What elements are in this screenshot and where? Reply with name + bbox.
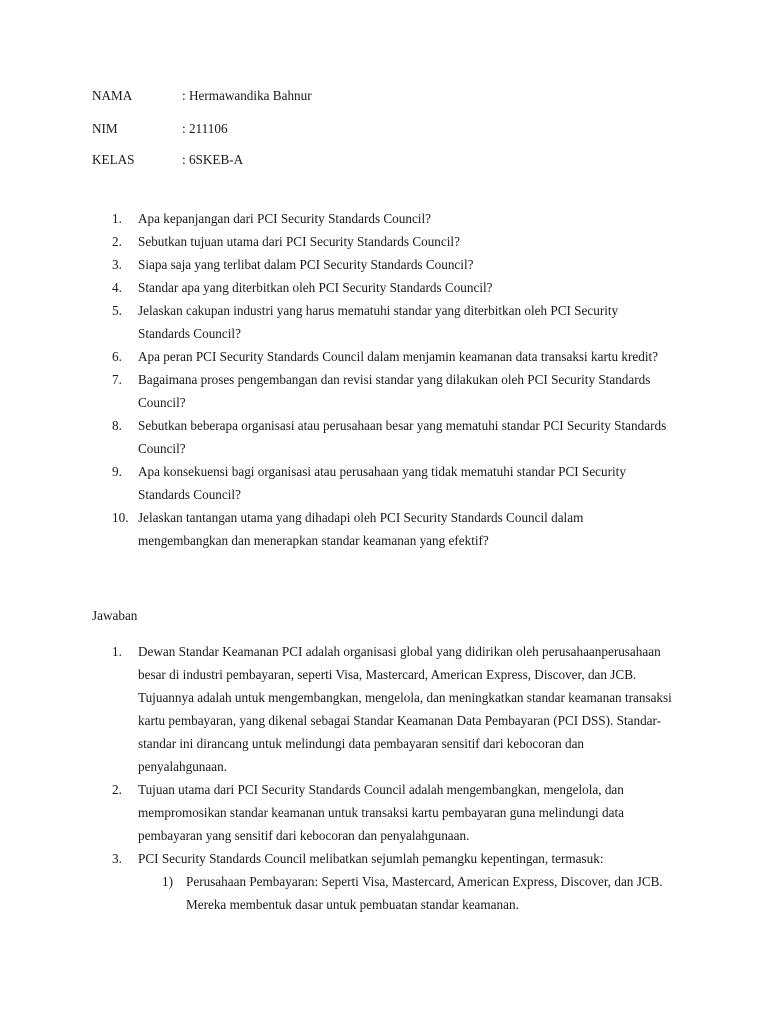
question-text: Sebutkan tujuan utama dari PCI Security Standards Council? <box>138 234 460 249</box>
answer-text: Dewan Standar Keamanan PCI adalah organisasi global yang didirikan oleh perusahaanperusahaan besar di industri pembayaran, seperti Visa, Mastercard, American Express, Discover, dan JCB. Tujuannya adalah untuk mengembangkan, mengelola, dan meningkatkan standar keamanan transaksi kartu pembayaran, yang dikenal sebagai Standar Keamanan Data Pembayaran (PCI DSS). Standar-standar ini dirancang untuk melindungi data pembayaran sensitif dari kebocoran dan penyalahgunaan. <box>138 644 672 774</box>
kelas-label: KELAS <box>92 152 135 167</box>
question-number: 6. <box>112 349 122 364</box>
answers-heading: Jawaban <box>92 608 138 623</box>
question-item <box>112 230 672 253</box>
sub-answer-text: Perusahaan Pembayaran: Seperti Visa, Mastercard, American Express, Discover, dan JCB. Mereka membentuk dasar untuk pembuatan standar keamanan. <box>186 874 663 912</box>
question-text: Apa kepanjangan dari PCI Security Standards Council? <box>138 211 431 226</box>
question-item <box>112 299 672 345</box>
question-item <box>112 414 672 460</box>
question-item <box>112 276 672 299</box>
nama-row <box>92 88 312 104</box>
question-item <box>112 368 672 414</box>
answer-item <box>112 847 672 916</box>
sub-answer-number: 1) <box>162 874 173 889</box>
question-list <box>112 207 672 552</box>
question-number: 7. <box>112 372 122 387</box>
question-item <box>112 460 672 506</box>
question-text: Standar apa yang diterbitkan oleh PCI Security Standards Council? <box>138 280 493 295</box>
question-item <box>112 345 672 368</box>
question-text: Sebutkan beberapa organisasi atau perusahaan besar yang mematuhi standar PCI Security Standards Council? <box>138 418 667 456</box>
nama-value: : Hermawandika Bahnur <box>182 88 312 103</box>
question-text: Apa peran PCI Security Standards Council dalam menjamin keamanan data transaksi kartu kredit? <box>138 349 659 364</box>
answer-number: 3. <box>112 851 122 866</box>
answer-number: 1. <box>112 644 122 659</box>
question-number: 4. <box>112 280 122 295</box>
answer-text: PCI Security Standards Council melibatkan sejumlah pemangku kepentingan, termasuk: <box>138 851 604 866</box>
nim-value: : 211106 <box>182 121 228 136</box>
nim-label: NIM <box>92 121 118 136</box>
question-number: 10. <box>112 510 129 525</box>
sub-answer-list <box>138 870 672 916</box>
answer-number: 2. <box>112 782 122 797</box>
question-item <box>112 207 672 230</box>
answer-text: Tujuan utama dari PCI Security Standards Council adalah mengembangkan, mengelola, dan mempromosikan standar keamanan untuk transaksi kartu pembayaran guna melindungi data pembayaran yang sensitif dari kebocoran dan penyalahgunaan. <box>138 782 624 843</box>
question-text: Apa konsekuensi bagi organisasi atau perusahaan yang tidak mematuhi standar PCI Security Standards Council? <box>138 464 626 502</box>
question-item <box>112 506 672 552</box>
question-number: 8. <box>112 418 122 433</box>
nim-row <box>92 121 228 137</box>
question-text: Siapa saja yang terlibat dalam PCI Security Standards Council? <box>138 257 474 272</box>
question-number: 3. <box>112 257 122 272</box>
question-number: 5. <box>112 303 122 318</box>
answer-item <box>112 778 672 847</box>
answer-item <box>112 640 672 778</box>
kelas-row <box>92 152 243 168</box>
question-text: Jelaskan tantangan utama yang dihadapi oleh PCI Security Standards Council dalam mengembangkan dan menerapkan standar keamanan yang efektif? <box>138 510 584 548</box>
question-text: Bagaimana proses pengembangan dan revisi standar yang dilakukan oleh PCI Security Standards Council? <box>138 372 651 410</box>
question-number: 1. <box>112 211 122 226</box>
sub-answer-item <box>162 870 672 916</box>
question-number: 9. <box>112 464 122 479</box>
answer-list <box>112 640 672 916</box>
nama-label: NAMA <box>92 88 133 103</box>
question-item <box>112 253 672 276</box>
kelas-value: : 6SKEB-A <box>182 152 244 167</box>
question-number: 2. <box>112 234 122 249</box>
question-text: Jelaskan cakupan industri yang harus mematuhi standar yang diterbitkan oleh PCI Security Standards Council? <box>138 303 619 341</box>
